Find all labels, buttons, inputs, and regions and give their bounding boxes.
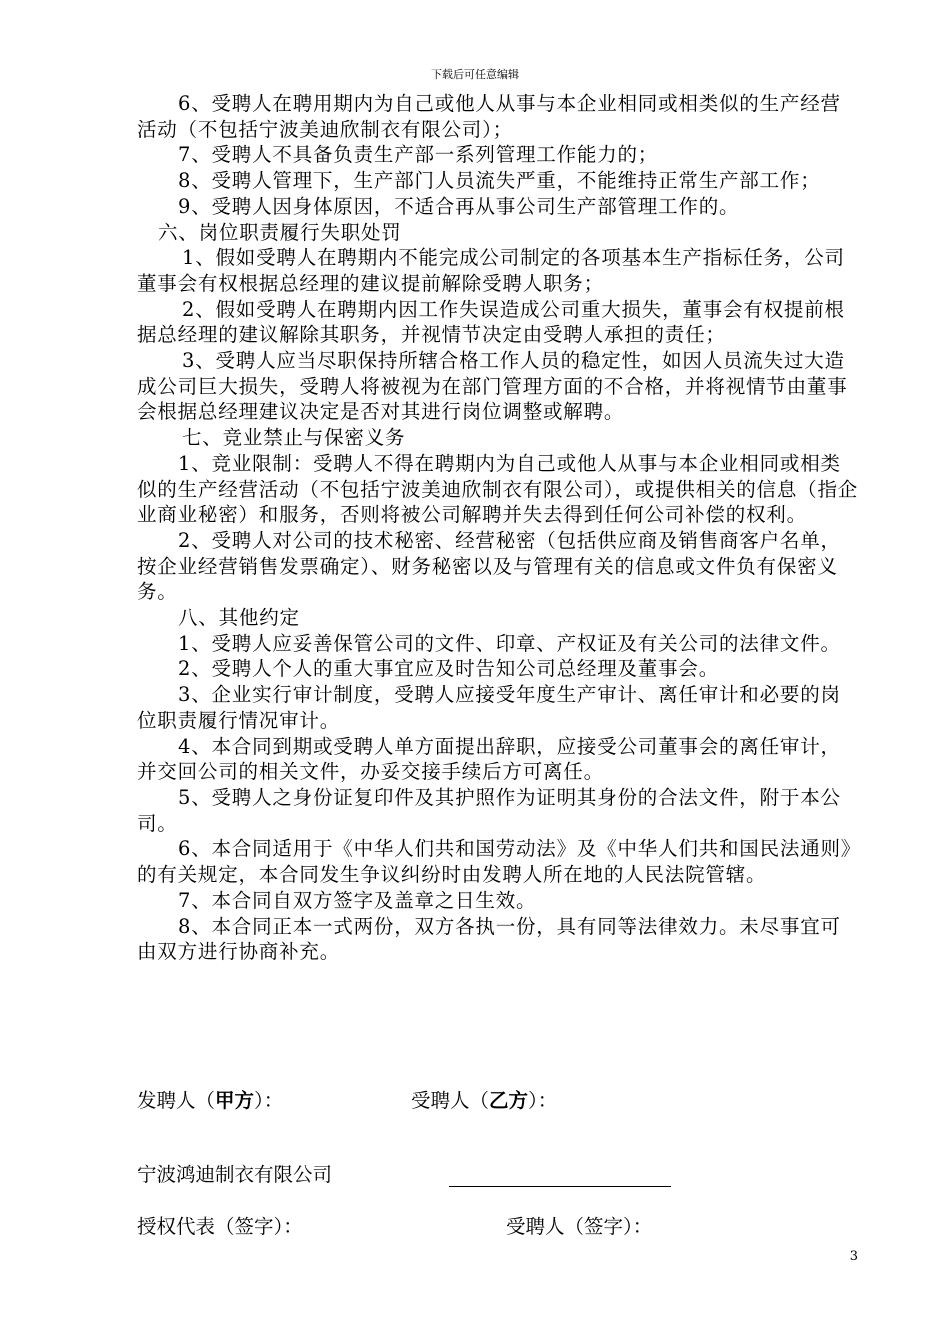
- party-a-suffix: ）：: [254, 1089, 284, 1112]
- clause-8-termination: 8、受聘人管理下，生产部门人员流失严重，不能维持正常生产部工作；: [178, 169, 821, 193]
- section-8-clause-6: 6、本合同适用于《中华人们共和国劳动法》及《中华人们共和国民法通则》的有关规定，本合同发生争议纠纷时由发聘人所在地的人民法院管辖。: [137, 837, 852, 887]
- section-6-clause-3: 3、受聘人应当尽职保持所辖合格工作人员的稳定性，如因人员流失过大造成公司巨大损失，受聘人将被视为在部门管理方面的不合格，并将视情节由董事会根据总经理建议决定是否对其进行岗位调整或解聘。: [137, 349, 848, 424]
- party-b-suffix: ）：: [528, 1089, 558, 1112]
- section-8-clause-3: 3、企业实行审计制度，受聘人应接受年度生产审计、离任审计和必要的岗位职责履行情况审计。: [137, 683, 841, 732]
- signature-line: [449, 1186, 671, 1187]
- authorized-representative-label: 授权代表（签字）：: [137, 1215, 303, 1238]
- contract-body: [137, 91, 859, 965]
- section-7-clause-1: 1、竞业限制：受聘人不得在聘期内为自己或他人从事与本企业相同或相类似的生产经营活动（不包括宁波美迪欣制衣有限公司），或提供相关的信息（指企业商业秘密）和服务，否则将被公司解聘并失去得到任何公司补偿的权利。: [137, 451, 859, 527]
- section-6-clause-1: 1、假如受聘人在聘期内不能完成公司制定的各项基本生产指标任务，公司董事会有权根据总经理的建议提前解除受聘人职务；: [137, 246, 845, 295]
- section-8-clause-2: 2、受聘人个人的重大事宜应及时告知公司总经理及董事会。: [178, 657, 720, 681]
- section-6-heading: 六、岗位职责履行失职处罚: [158, 220, 402, 244]
- clause-6-termination: 6、受聘人在聘用期内为自己或他人从事与本企业相同或相类似的生产经营活动（不包括宁波美迪欣制衣有限公司）；: [137, 92, 841, 141]
- page-header: 下载后可任意编辑: [431, 68, 519, 81]
- section-8-heading: 八、其他约定: [178, 606, 300, 630]
- party-a-prefix: 发聘人（: [137, 1089, 216, 1112]
- section-8-clause-8: 8、本合同正本一式两份，双方各执一份，具有同等法律效力。未尽事宜可由双方进行协商补充。: [137, 914, 841, 964]
- clause-9-termination: 9、受聘人因身体原因，不适合再从事公司生产部管理工作的。: [178, 194, 740, 218]
- page-number: 3: [849, 1249, 858, 1264]
- section-8-clause-4: 4、本合同到期或受聘人单方面提出辞职，应接受公司董事会的离任审计，并交回公司的相关文件，办妥交接手续后方可离任。: [137, 734, 841, 784]
- party-a-bold: 甲方: [215, 1089, 255, 1112]
- section-7-clause-2: 2、受聘人对公司的技术秘密、经营秘密（包括供应商及销售商客户名单，按企业经营销售发票确定）、财务秘密以及与管理有关的信息或文件负有保密义务。: [137, 528, 841, 604]
- clause-7-termination: 7、受聘人不具备负责生产部一系列管理工作能力的；: [178, 143, 659, 167]
- party-b-prefix: 受聘人（: [411, 1089, 490, 1112]
- section-8-clause-7: 7、本合同自双方签字及盖章之日生效。: [178, 888, 537, 912]
- section-7-heading: 七、竞业禁止与保密义务: [182, 426, 406, 450]
- section-8-clause-5: 5、受聘人之身份证复印件及其护照作为证明其身份的合法文件，附于本公司。: [137, 785, 841, 835]
- company-name: 宁波鸿迪制衣有限公司: [137, 1163, 333, 1186]
- party-b-bold: 乙方: [489, 1089, 529, 1112]
- party-b-label: [411, 1088, 557, 1114]
- employee-signature-label: 受聘人（签字）：: [506, 1215, 653, 1238]
- section-6-clause-2: 2、假如受聘人在聘期内因工作失误造成公司重大损失，董事会有权提前根据总经理的建议解除其职务，并视情节决定由受聘人承担的责任；: [137, 297, 845, 347]
- party-a-label: [137, 1088, 283, 1114]
- section-8-clause-1: 1、受聘人应妥善保管公司的文件、印章、产权证及有关公司的法律文件。: [178, 631, 841, 655]
